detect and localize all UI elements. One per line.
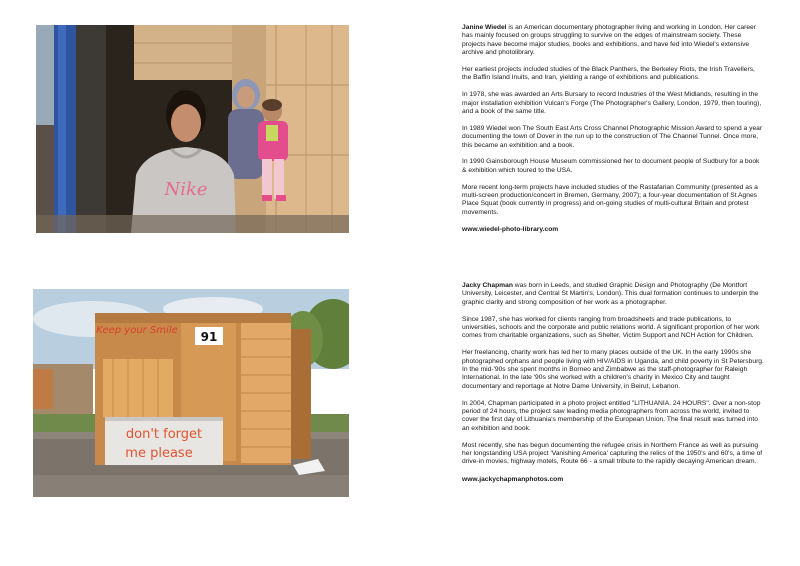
bio-paragraph: Her freelancing, charity work has led her to many places outside of the UK. In the early 1990s she photographed orphans and people living with HIV/AIDS in Uganda, and child poverty in St Petersburg. In the mid-'90s she spent months in Borneo and Zimbabwe as the staff-photographer for Raleigh International. In the late '90s she worked with a children's charity in Mexico City and taught documentary and reportage at Notre Dame University, in Beirut, Lebanon. [462, 349, 764, 390]
bio-wiedel [462, 24, 764, 235]
photographer-name: Jacky Chapman [462, 282, 513, 289]
graffiti-line1-text: don't forget [125, 427, 203, 442]
bio-paragraph: Since 1987, she has worked for clients ranging from broadsheets and trade publications, to universities, schools and the corporate and public relations world. A significant proportion of her work comes from charitable organizations, such as Shelter, Victim Support and NCH Action for Children. [462, 315, 760, 340]
bio-paragraph: In 1989 Wiedel won The South East Arts Cross Channel Photographic Mission Award to spend a year documenting the town of Dover in the run up to the construction of The Channel Tunnel. Once more, this became an exhibition and a book. [462, 124, 763, 149]
website-link[interactable]: www.jackychapmanphotos.com [462, 475, 564, 483]
photo-wiedel-shelter [36, 25, 349, 233]
bio-paragraph: More recent long-term projects have included studies of the Rastafarian Community (presented as a multi-screen production/concert in Bremen, Germany, 2007); a four-year documentation of St Agnes Place Squat (book currently in progress) and on-going studies of multi-cultural Britain and protest movements. [462, 183, 758, 216]
sweatshirt-logo-text: Nike [164, 179, 208, 200]
graffiti-line2-text: me please [125, 446, 193, 461]
website-link[interactable]: www.wiedel-photo-library.com [462, 226, 559, 234]
photo-chapman-image [33, 289, 349, 497]
bio-paragraph: Her earliest projects included studies of the Black Panthers, the Berkeley Riots, the Irish Travellers, the Baffin Island Inuits, and Iran, yielding a range of exhibitions and publications. [462, 66, 755, 82]
bio-chapman-intro [462, 282, 764, 307]
door-number-text: 91 [200, 330, 218, 344]
intro-text: was born in Leeds, and studied Graphic Design and Photography (De Montfort University, Leicester, and Central St Martin's, London). This dual formation continues to underpin the graphic clarity and strong composition of her work as a photographer. [462, 282, 759, 306]
photo-chapman-shack [33, 289, 349, 497]
bio-paragraph: In 1978, she was awarded an Arts Bursary to record Industries of the West Midlands, resulting in the major installation exhibition Vulcan's Forge (The Photographer's Gallery, London, 1979, then touring), and a book of the same title. [462, 91, 762, 116]
graffiti-top-text: Keep your Smile [96, 325, 178, 336]
bio-paragraph: In 1990 Gainsborough House Museum commissioned her to document people of Sudbury for a book & exhibition which toured to the USA. [462, 158, 760, 174]
bio-paragraph: In 2004, Chapman participated in a photo project entitled "LITHUANIA. 24 HOURS". Over a non-stop period of 24 hours, the project saw leading media photographers from across the world, invited to cover the first day of Lithuania's membership of the European Union. The final result was turned into an exhibition and book. [462, 399, 761, 432]
photo-wiedel-image [36, 25, 349, 233]
bio-chapman [462, 282, 764, 484]
photographer-name: Janine Wiedel [462, 24, 507, 31]
intro-text: is an American documentary photographer living and working in London. Her career has mainly focused on groups struggling to survive on the edges of mainstream society. These projects have become major studies, books and exhibitions, and have fed into Wiedel's extensive archive and photolibrary. [462, 24, 756, 57]
bio-paragraph: Most recently, she has begun documenting the refugee crisis in Northern France as well as pursuing her longstanding USA project 'Vanishing America' capturing the relics of the 1950's and 60's, a time of drive-in movies, highway motels, Route 66 - a small tribute to the rapidly decaying American dream. [462, 441, 763, 466]
bio-wiedel-intro [462, 24, 764, 58]
